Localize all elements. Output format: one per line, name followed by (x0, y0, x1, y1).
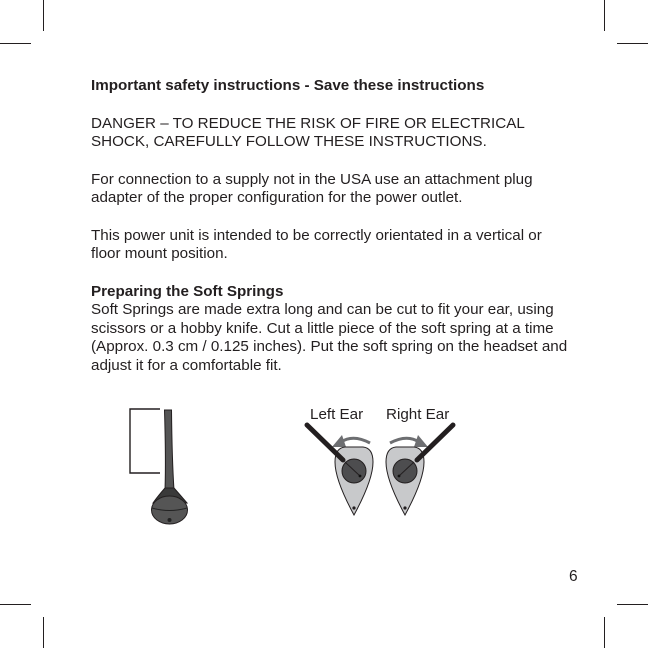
soft-spring-icon (130, 409, 188, 524)
springs-paragraph: Soft Springs are made extra long and can be cut to fit your ear, using scissors or a hobby knife. Cut a little piece of the soft spring at a time (Approx. 0.3 cm / 0.125 inches). Put the soft spring on the headset and adjust it for a comfortable fit. (91, 301, 568, 374)
danger-paragraph: DANGER – TO REDUCE THE RISK OF FIRE OR ELECTRICAL SHOCK, CAREFULLY FOLLOW THESE INSTRUCTIONS. (91, 114, 525, 150)
crop-mark (43, 617, 44, 648)
crop-mark (617, 604, 648, 605)
crop-mark (617, 43, 648, 44)
crop-mark (0, 43, 31, 44)
instructions-text (91, 77, 571, 394)
page-number: 6 (569, 568, 578, 585)
springs-heading: Preparing the Soft Springs (91, 282, 284, 300)
crop-mark (604, 617, 605, 648)
soft-spring-figure (0, 400, 648, 540)
crop-mark (0, 604, 31, 605)
orientation-paragraph: This power unit is intended to be correctly orientated in a vertical or floor mount position. (91, 226, 542, 262)
rotate-arrow-icon (332, 435, 428, 447)
crop-mark (604, 0, 605, 31)
crop-mark (43, 0, 44, 31)
safety-title: Important safety instructions - Save these instructions (91, 77, 485, 94)
right-ear-label: Right Ear (386, 406, 450, 423)
connection-paragraph: For connection to a supply not in the USA use an attachment plug adapter of the proper configuration for the power outlet. (91, 170, 533, 206)
left-ear-label: Left Ear (310, 406, 364, 423)
